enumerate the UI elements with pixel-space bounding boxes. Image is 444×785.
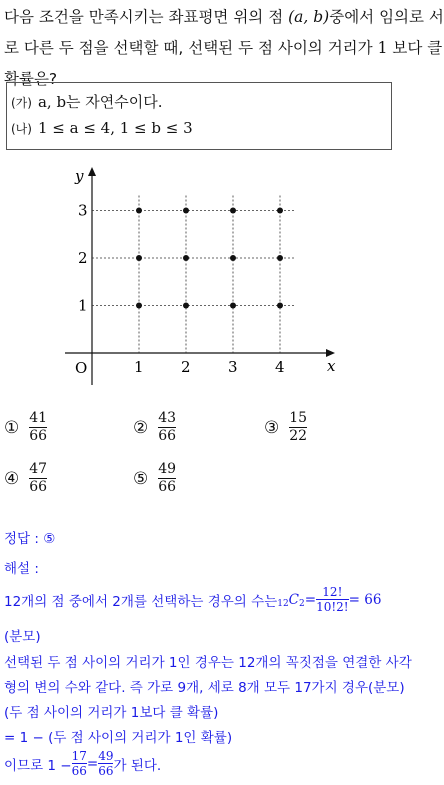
solution-text: 12개의 점 중에서 2개를 선택하는 경우의 수는 [4,593,278,610]
condition-marker: (가) [11,96,32,110]
x-tick-label: 2 [181,358,191,376]
numerator: 49 [158,461,177,477]
x-tick-label: 1 [134,358,144,376]
combination-n: 12 [277,598,289,609]
grid-lines [92,196,295,354]
numerator: 41 [29,410,48,426]
lattice-point [183,255,189,261]
origin-label: O [75,359,88,377]
question-line-2 [4,33,443,64]
lattice-point [183,208,189,214]
y-axis-arrow [88,167,96,176]
denominator: 66 [71,764,87,778]
choice-1[interactable] [4,410,47,445]
solution-line-4: 형의 변의 수와 같다. 즉 가로 9개, 세로 8개 모두 17가지 경우(분모) [4,680,405,696]
tick-labels [78,202,285,377]
answer-line: 정답 : ⑤ [4,531,56,547]
lattice-point [230,303,236,309]
lattice-point [277,208,283,214]
lattice-point [277,255,283,261]
fraction-49-66 [98,749,113,778]
question-line-1-tail: 중에서 임의로 서 [329,8,444,26]
question-line-1-text: 다음 조건을 만족시키는 좌표평면 위의 점 [4,8,289,26]
x-tick-label: 3 [228,358,238,376]
denominator: 66 [98,764,114,778]
lattice-point [136,208,142,214]
denominator: 66 [158,428,177,444]
solution-line-7 [4,749,161,778]
condition-text: a, b는 자연수이다. [37,93,163,111]
condition-marker: (나) [11,122,32,136]
x-axis-arrow [326,349,335,357]
solution-line-2: (분모) [4,629,41,645]
numerator: 15 [289,410,308,426]
denominator: 66 [29,479,48,495]
denominator: 10!2! [316,600,349,614]
numerator: 12! [322,585,343,599]
numerator: 49 [98,749,114,763]
combination-result: = 66 [348,591,382,608]
choice-fraction [29,461,47,496]
solution-text: 가 된다. [113,757,162,774]
denominator: 66 [158,479,177,495]
choice-2[interactable] [133,410,176,445]
lattice-point [136,255,142,261]
solution-line-6: = 1 − (두 점 사이의 거리가 1인 확률) [4,730,233,746]
lattice-point [230,255,236,261]
distance-one: 1 [377,39,388,57]
condition-box [6,82,392,150]
answer-choices [0,410,400,510]
choice-5[interactable] [133,461,176,496]
choice-4[interactable] [4,461,47,496]
denominator: 22 [289,428,308,444]
explanation-heading: 해설 : [4,561,39,577]
factorial-fraction [316,585,349,614]
solution-line-1 [4,585,381,614]
lattice-point [230,208,236,214]
y-tick-label: 1 [78,296,88,315]
equals-sign: = [304,591,317,608]
question-line-2-text: 로 다른 두 점을 선택할 때, 선택된 두 점 사이의 거리가 [4,39,378,57]
y-tick-label: 2 [78,249,88,267]
choice-fraction [289,410,307,445]
numerator: 47 [29,461,48,477]
fraction-17-66 [72,749,87,778]
equals-sign: = [86,755,99,772]
choice-number: ③ [264,417,280,438]
y-tick-label: 3 [78,201,88,220]
combination-c: C [288,591,300,608]
x-tick-label: 4 [275,358,285,376]
choice-number: ④ [4,468,20,489]
condition-text: 1 ≤ a ≤ 4, 1 ≤ b ≤ 3 [37,119,193,137]
lattice-point [136,303,142,309]
numerator: 43 [158,410,177,426]
point-ab: (a, b) [288,8,330,26]
choice-fraction [158,461,176,496]
lattice-point [277,303,283,309]
solution-line-3: 선택된 두 점 사이의 거리가 1인 경우는 12개의 꼭짓점을 연결한 사각 [4,655,412,671]
choice-number: ⑤ [133,468,149,489]
coordinate-graph [55,160,345,395]
question-line-1 [4,2,444,33]
denominator: 66 [29,428,48,444]
choice-3[interactable] [264,410,307,445]
choice-fraction [29,410,47,445]
choice-number: ① [4,417,20,438]
combination-r: 2 [299,598,305,609]
lattice-point [183,303,189,309]
solution-text: 이므로 1 − [4,757,72,774]
question-line-3: 확률은? [4,70,58,88]
condition-ga [11,91,163,112]
question-line-2-tail: 보다 클 [387,39,443,57]
numerator: 17 [71,749,87,763]
solution-line-5: (두 점 사이의 거리가 1보다 클 확률) [4,705,219,721]
x-axis-label: x [327,357,336,375]
choice-fraction [158,410,176,445]
condition-na [11,119,193,137]
choice-number: ② [133,417,149,438]
y-axis-label: y [75,167,84,185]
